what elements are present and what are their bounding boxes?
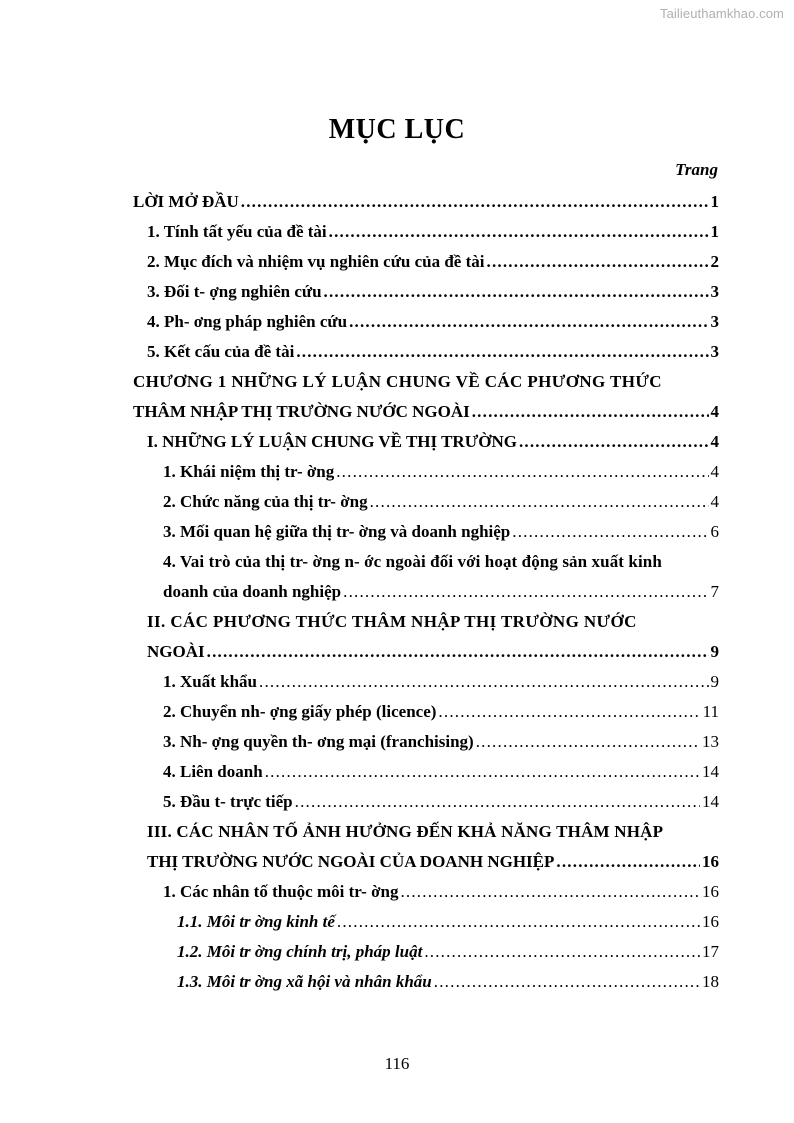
- toc-entry: [133, 192, 719, 218]
- page-title: MỤC LỤC: [328, 114, 466, 145]
- toc-entry-page: 17: [702, 942, 719, 961]
- toc-entry-label: 4. Ph- ơng pháp nghiên cứu: [147, 312, 348, 331]
- toc-leader-dots: [400, 882, 700, 902]
- toc-entry-label: 1.2. Môi tr ờng chính trị, pháp luật: [177, 942, 423, 961]
- toc-leader-dots: [295, 792, 700, 812]
- toc-entry-page: 16: [702, 912, 719, 931]
- toc-entry: [147, 252, 719, 278]
- toc-entry-label: I. NHỮNG LÝ LUẬN CHUNG VỀ THỊ TRƯỜNG: [147, 432, 517, 451]
- toc-entry-label: THỊ TRƯỜNG NƯỚC NGOÀI CỦA DOANH NGHIỆP: [147, 852, 555, 871]
- toc-section-heading: II. CÁC PHƯƠNG THỨC THÂM NHẬP THỊ TRƯỜNG NƯỚC: [147, 612, 637, 631]
- toc-entry-label: 2. Mục đích và nhiệm vụ nghiên cứu của đề tài: [147, 252, 485, 271]
- toc-entry-label: 2. Chức năng của thị tr- ờng: [163, 492, 368, 511]
- toc-entry-label: NGOÀI: [147, 642, 205, 661]
- toc-leader-dots: [329, 222, 709, 242]
- toc-entry-page: 16: [702, 852, 719, 871]
- toc-entry-label: doanh của doanh nghiệp: [163, 582, 342, 601]
- toc-entry-page: 1: [710, 192, 719, 211]
- toc-entry-page: 4: [710, 462, 719, 481]
- toc-entry-page: 2: [710, 252, 719, 271]
- toc-entry: [163, 732, 719, 758]
- toc-entry-page: 3: [710, 312, 719, 331]
- toc-leader-dots: [343, 582, 708, 602]
- toc-entry-page: 4: [710, 402, 719, 421]
- toc-entry-label: 1. Các nhân tố thuộc môi tr- ờng: [163, 882, 399, 901]
- toc-leader-dots: [476, 732, 700, 752]
- toc-entry-page: 18: [702, 972, 719, 991]
- toc-leader-dots: [349, 312, 708, 332]
- toc-entry: [163, 792, 719, 818]
- toc-entry-page: 3: [710, 282, 719, 301]
- toc-leader-dots: [336, 462, 708, 482]
- toc-entry-label: 5. Kết cấu của đề tài: [147, 342, 295, 361]
- toc-leader-dots: [487, 252, 709, 272]
- toc-entry-page: 1: [710, 222, 719, 241]
- toc-entry-label: 2. Chuyển nh- ợng giấy phép (licence): [163, 702, 437, 721]
- toc-leader-dots: [207, 642, 709, 662]
- toc-leader-dots: [512, 522, 708, 542]
- toc-entry-label: 1. Khái niệm thị tr- ờng: [163, 462, 335, 481]
- toc-entry: [133, 402, 719, 428]
- watermark-text: Tailieuthamkhao.com: [659, 6, 784, 21]
- toc-entry: [163, 492, 719, 518]
- toc-entry-label: 5. Đầu t- trực tiếp: [163, 792, 293, 811]
- toc-entry-page: 14: [702, 762, 719, 781]
- toc-section-heading: III. CÁC NHÂN TỐ ẢNH HƯỞNG ĐẾN KHẢ NĂNG THÂM NHẬP: [147, 822, 664, 841]
- toc-leader-dots: [370, 492, 709, 512]
- toc-entry: [177, 912, 719, 938]
- toc-entry: [147, 432, 719, 458]
- toc-leader-dots: [296, 342, 708, 362]
- toc-leader-dots: [259, 672, 708, 692]
- toc-entry: [147, 282, 719, 308]
- toc-leader-dots: [472, 402, 709, 422]
- toc-entry: [147, 222, 719, 248]
- toc-entry: [147, 852, 719, 878]
- toc-entry: [163, 762, 719, 788]
- toc-entry-label: 1.1. Môi tr ờng kinh tế: [177, 912, 335, 931]
- toc-entry-page: 16: [702, 882, 719, 901]
- toc-entry: [163, 462, 719, 488]
- toc-leader-dots: [324, 282, 709, 302]
- toc-entry: [163, 882, 719, 908]
- toc-leader-dots: [434, 972, 700, 992]
- toc-entry-page: 6: [710, 522, 719, 541]
- toc-entry: [147, 642, 719, 668]
- toc-entry-page: 9: [710, 672, 719, 691]
- toc-entry: [163, 582, 719, 608]
- page-number: 116: [384, 1054, 410, 1073]
- toc-entry-page: 4: [710, 432, 719, 451]
- toc-entry-label: LỜI MỞ ĐẦU: [133, 192, 239, 211]
- toc-entry: [163, 522, 719, 548]
- toc-entry-page: 3: [710, 342, 719, 361]
- toc-leader-dots: [424, 942, 700, 962]
- toc-leader-dots: [265, 762, 700, 782]
- toc-entry: [147, 312, 719, 338]
- toc-entry: [163, 702, 719, 728]
- toc-leader-dots: [556, 852, 700, 872]
- toc-entry-label: 3. Mối quan hệ giữa thị tr- ờng và doanh nghiệp: [163, 522, 511, 541]
- toc-entry-label: 3. Đối t- ợng nghiên cứu: [147, 282, 322, 301]
- toc-entry-label: 4. Liên doanh: [163, 762, 263, 781]
- toc-entry-label: 1. Tính tất yếu của đề tài: [147, 222, 327, 241]
- toc-entry: [163, 672, 719, 698]
- toc-entry: [147, 342, 719, 368]
- toc-entry-label: THÂM NHẬP THỊ TRƯỜNG NƯỚC NGOÀI: [133, 402, 470, 421]
- page-column-header: Trang: [675, 160, 718, 179]
- toc-entry-label: 3. Nh- ợng quyền th- ơng mại (franchising): [163, 732, 474, 751]
- toc-entry: [177, 942, 719, 968]
- toc-leader-dots: [438, 702, 700, 722]
- toc-entry: [177, 972, 719, 998]
- toc-entry-page: 4: [710, 492, 719, 511]
- toc-entry-page: 11: [702, 702, 719, 721]
- toc-leader-dots: [337, 912, 700, 932]
- toc-leader-dots: [241, 192, 709, 212]
- toc-chapter-heading: CHƯƠNG 1 NHỮNG LÝ LUẬN CHUNG VỀ CÁC PHƯƠNG THỨC: [133, 372, 662, 391]
- toc-entry-label: 4. Vai trò của thị tr- ờng n- ớc ngoài đối với hoạt động sản xuất kinh: [163, 552, 662, 571]
- toc-entry-label: 1. Xuất khẩu: [163, 672, 258, 691]
- toc-entry-page: 13: [702, 732, 719, 751]
- toc-leader-dots: [519, 432, 709, 452]
- toc-entry-page: 9: [710, 642, 719, 661]
- toc-entry-page: 7: [710, 582, 719, 601]
- toc-entry-page: 14: [702, 792, 719, 811]
- toc-entry-label: 1.3. Môi tr ờng xã hội và nhân khẩu: [177, 972, 432, 991]
